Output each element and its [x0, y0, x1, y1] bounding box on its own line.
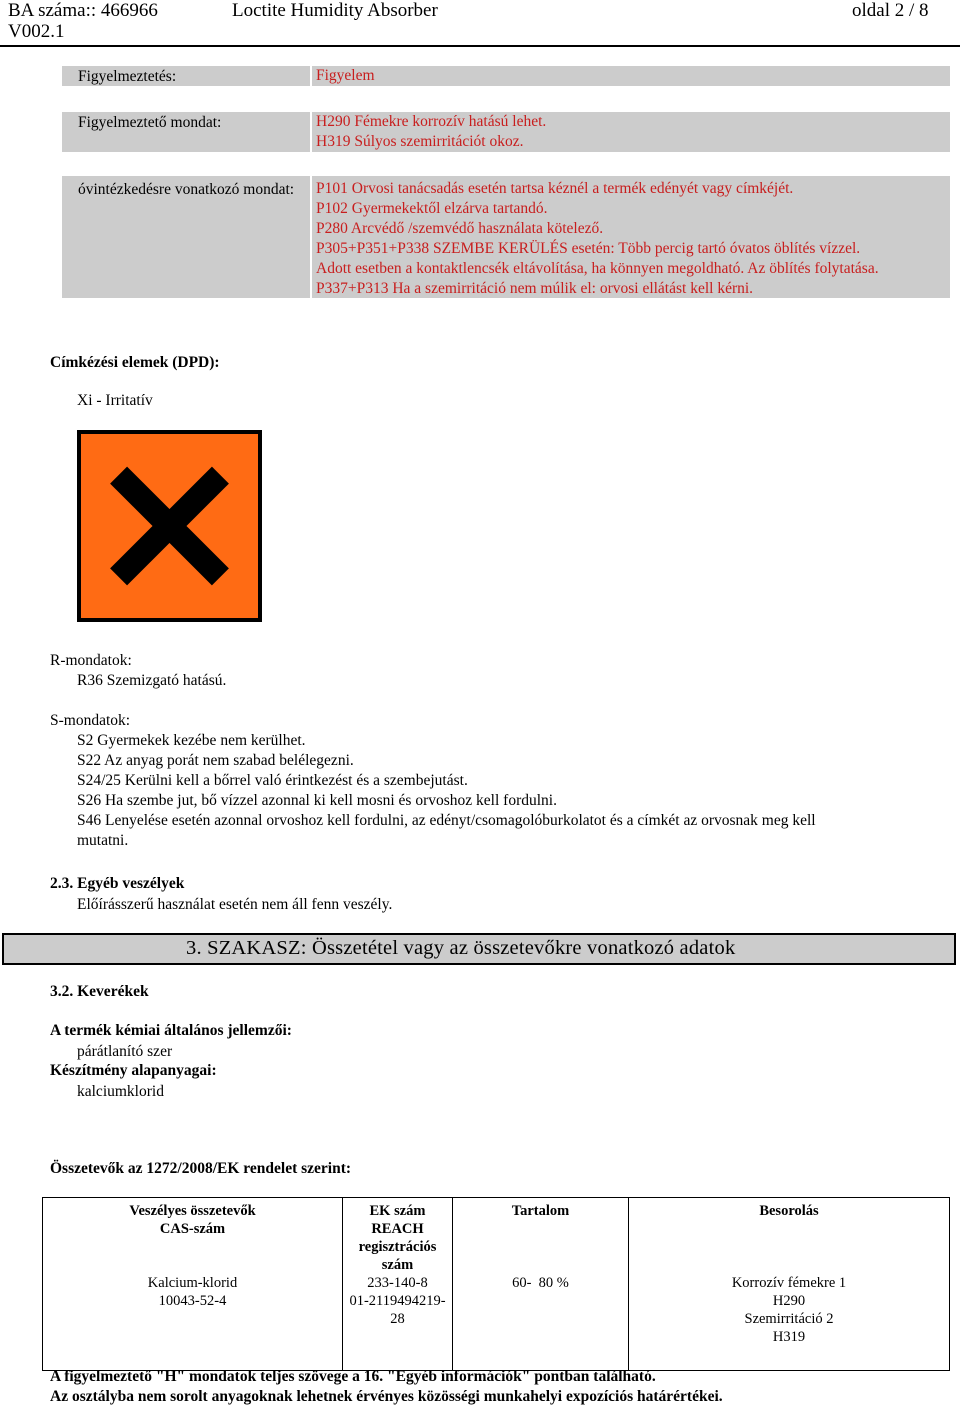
- symbol-label: Xi - Irritatív: [77, 392, 153, 409]
- s-phrase: S22 Az anyag porát nem szabad belélegezni.: [77, 752, 354, 769]
- product-name: Loctite Humidity Absorber: [232, 0, 438, 21]
- x-cross-shape: [81, 434, 258, 618]
- footer-note-exposure: Az osztályba nem sorolt anyagoknak lehetnek érvényes közösségi munkahelyi expozíciós határértékei.: [50, 1388, 723, 1405]
- cell-line: 60- 80 %: [512, 1275, 569, 1291]
- table-row: [43, 1274, 950, 1371]
- r-phrase: R36 Szemizgató hatású.: [77, 672, 227, 689]
- hazard-statement: H319 Súlyos szemirritációt okoz.: [316, 133, 524, 150]
- version: V002.1: [8, 21, 65, 42]
- col-header-ec: [343, 1198, 453, 1275]
- doc-number: BA száma:: 466966: [8, 0, 158, 21]
- cell-line: 01-2119494219-28: [349, 1293, 446, 1327]
- footer-note-h-statements: A figyelmeztető "H" mondatok teljes szövege a 16. "Egyéb információk" pontban található.: [50, 1368, 656, 1385]
- header-line: Tartalom: [511, 1203, 570, 1219]
- precautionary-statement: P280 Arcvédő /szemvédő használata kötelező.: [316, 220, 604, 237]
- precautionary-statement: P102 Gyermekektől elzárva tartandó.: [316, 200, 548, 217]
- precautionary-statement: P101 Orvosi tanácsadás esetén tartsa kéznél a termék edényét vagy címkéjét.: [316, 180, 794, 197]
- cell-line: 10043-52-4: [158, 1293, 227, 1309]
- cell-line: H319: [772, 1329, 806, 1345]
- s-phrase: S2 Gyermekek kezébe nem kerülhet.: [77, 732, 306, 749]
- precautionary-statement: Adott esetben a kontaktlencsék eltávolítása, ha könnyen megoldható. Az öblítés folytatása.: [316, 260, 879, 277]
- cell-line: Szemirritáció 2: [744, 1311, 834, 1327]
- hazard-background: [81, 434, 258, 618]
- cell-classification: [629, 1274, 950, 1371]
- other-hazards-title: 2.3. Egyéb veszélyek: [50, 875, 185, 892]
- base-substances-value: kalciumklorid: [77, 1083, 164, 1100]
- hazard-statements-cell: [312, 112, 950, 152]
- cell-line: Kalcium-klorid: [147, 1275, 238, 1291]
- col-header-component: [43, 1198, 343, 1275]
- cell-component: [43, 1274, 343, 1371]
- precautionary-statement: P337+P313 Ha a szemirritáció nem múlik el: orvosi ellátást kell kérni.: [316, 280, 754, 297]
- page-number: oldal 2 / 8: [852, 0, 929, 21]
- header-line: Veszélyes összetevők: [129, 1203, 256, 1219]
- s-phrase: S26 Ha szembe jut, bő vízzel azonnal ki kell mosni és orvoshoz kell fordulni.: [77, 792, 557, 809]
- precautionary-statement: P305+P351+P338 SZEMBE KERÜLÉS esetén: Több percig tartó óvatos öblítés vízzel.: [316, 240, 861, 257]
- signal-word-label: Figyelmeztetés:: [78, 68, 177, 85]
- col-header-classification: [629, 1198, 950, 1275]
- signal-word-cell: [312, 66, 950, 86]
- header-line: regisztrációs szám: [358, 1239, 437, 1273]
- col-header-content: [453, 1198, 629, 1275]
- composition-table: [42, 1197, 950, 1371]
- label-cell: [62, 176, 310, 298]
- cell-line: H290: [772, 1293, 806, 1309]
- r-phrases-title: R-mondatok:: [50, 652, 132, 669]
- signal-word: Figyelem: [316, 67, 375, 84]
- s-phrase: S46 Lenyelése esetén azonnal orvoshoz kell fordulni, az edényt/csomagolóburkolatot és a címkét az orvosnak meg kell: [77, 812, 816, 829]
- s-phrases-title: S-mondatok:: [50, 712, 131, 729]
- precautionary-cell: [312, 176, 950, 298]
- header-line: REACH: [371, 1221, 424, 1237]
- mixtures-title: 3.2. Keverékek: [50, 983, 149, 1000]
- label-cell: [62, 112, 310, 152]
- table-header-row: [43, 1198, 950, 1275]
- cell-content: [453, 1274, 629, 1371]
- cell-line: 233-140-8: [367, 1275, 428, 1291]
- base-substances-title: Készítmény alapanyagai:: [50, 1062, 217, 1079]
- s-phrase-continued: mutatni.: [77, 832, 129, 849]
- s-phrase: S24/25 Kerülni kell a bőrrel való érintkezést és a szembejutást.: [77, 772, 468, 789]
- irritant-x-icon: [77, 430, 262, 622]
- components-title: Összetevők az 1272/2008/EK rendelet szerint:: [50, 1160, 352, 1177]
- section3-title: 3. SZAKASZ: Összetétel vagy az összetevőkre vonatkozó adatok: [186, 937, 736, 959]
- header-line: EK szám: [369, 1203, 426, 1219]
- header-line: CAS-szám: [159, 1221, 226, 1237]
- general-characteristics-value: párátlanító szer: [77, 1043, 173, 1060]
- hazard-statement-label: Figyelmeztető mondat:: [78, 114, 222, 131]
- other-hazards-text: Előírásszerű használat esetén nem áll fenn veszély.: [77, 896, 393, 913]
- hazard-statement: H290 Fémekre korrozív hatású lehet.: [316, 113, 547, 130]
- label-cell: [62, 66, 310, 86]
- cell-line: Korrozív fémekre 1: [731, 1275, 847, 1291]
- header-line: Besorolás: [759, 1203, 819, 1219]
- cell-ec: [343, 1274, 453, 1371]
- header-rule: [0, 45, 960, 47]
- general-characteristics-title: A termék kémiai általános jellemzői:: [50, 1022, 292, 1039]
- precautionary-label: óvintézkedésre vonatkozó mondat:: [78, 181, 295, 198]
- dpd-title: Címkézési elemek (DPD):: [50, 354, 220, 371]
